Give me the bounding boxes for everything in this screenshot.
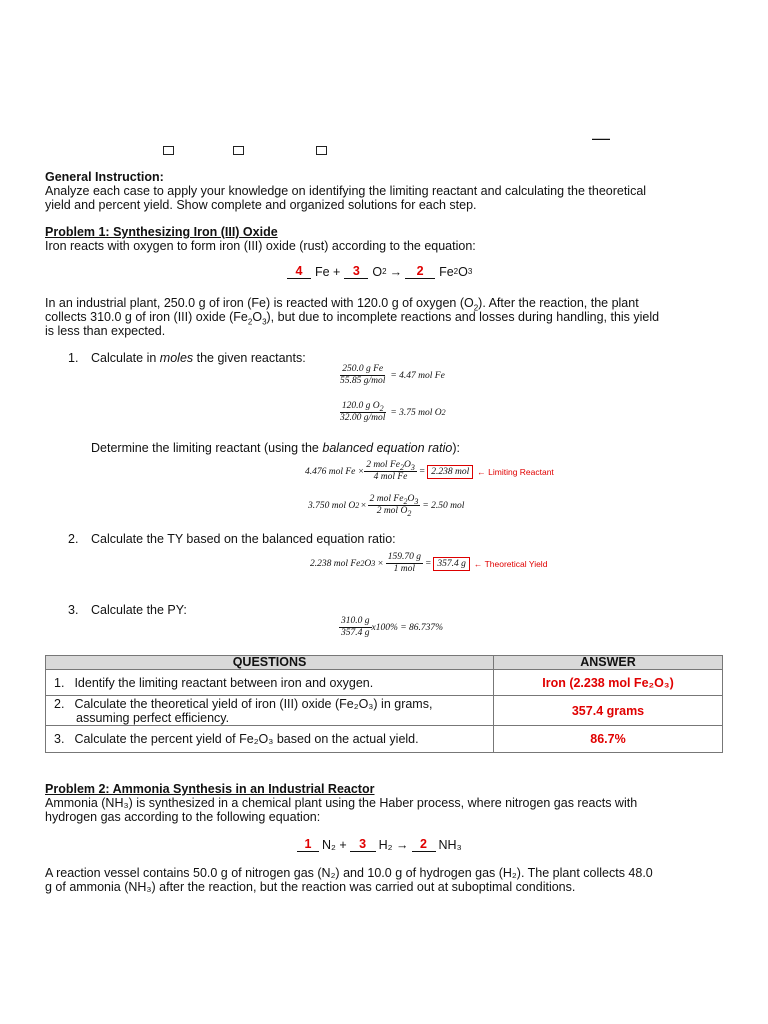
table-row: 3. Calculate the percent yield of Fe₂O₃ based on the actual yield. 86.7% <box>46 726 723 753</box>
problem-2-para-2: g of ammonia (NH₃) after the reaction, but the reaction was carried out at suboptimal conditions. <box>45 880 576 894</box>
limiting-reactant-instruction: Determine the limiting reactant (using the balanced equation ratio): <box>91 441 460 455</box>
problem-1-para-1: In an industrial plant, 250.0 g of iron (Fe) is reacted with 120.0 g of oxygen $(O_2)$. After the reaction, the plant <box>45 296 639 313</box>
ratio-fe-calc: 4.476 mol Fe × $\frac{2 mol Fe_2O_3}{\text{4 mol Fe}}$ = 2.238 mol ← Limiting Reactant <box>305 460 554 482</box>
theoretical-yield-calc: 2.238 mol Fe 2 O 3 × $\frac{159.70 g}{\text{1 mol}}$ = 357.4 g ← Theoretical Yield <box>310 552 548 574</box>
problem-1-para-2: collects 310.0 g of iron (III) oxide $(Fe_2O_3)$, but due to incomplete reactions and losses during handling, this yield <box>45 310 660 327</box>
questions-header: QUESTIONS <box>46 656 494 670</box>
answer-2: 357.4 grams <box>494 696 723 726</box>
percent-yield-calc: $\frac{310.0 g}{357.4 g}$ x100% = 86.737% <box>341 616 444 638</box>
moles-fe-calc: $\frac{\text{250.0 g Fe}}{\text{55.85 g/mol}}$ = 4.47 mol Fe <box>340 364 445 386</box>
questions-table <box>45 655 723 753</box>
step-1-text: Calculate in moles the given reactants: <box>91 351 306 365</box>
limiting-reactant-note: ← Limiting Reactant <box>477 466 554 477</box>
moles-o2-calc: $\frac{120.0 g O_2}{\text{32.00 g/mol}}$ = 3.75 mol O 2 <box>340 401 446 423</box>
coef-product: 2 <box>405 265 435 279</box>
checkbox-2[interactable] <box>233 146 244 155</box>
ammonia-equation: 1 N₂ + 3 H₂ → 2 NH₃ <box>297 838 462 852</box>
problem-2-intro-1: Ammonia (NH₃) is synthesized in a chemical plant using the Haber process, where nitrogen gas reacts with <box>45 796 638 810</box>
problem-2-intro-2: hydrogen gas according to the following equation: <box>45 810 321 824</box>
problem-2-title: Problem 2: Ammonia Synthesis in an Industrial Reactor <box>45 782 375 796</box>
problem-1-title: Problem 1: Synthesizing Iron (III) Oxide <box>45 225 278 239</box>
problem-1-intro: Iron reacts with oxygen to form iron (III) oxide (rust) according to the equation: <box>45 239 476 253</box>
answer-3: 86.7% <box>494 726 723 753</box>
theoretical-yield-box: 357.4 g <box>433 557 470 571</box>
ratio-o2-calc: 3.750 mol O 2 × $\frac{2 mol Fe_2O_3}{2 mol O_2}$ = 2.50 mol <box>308 494 465 518</box>
table-row: 1. Identify the limiting reactant between iron and oxygen. Iron (2.238 mol Fe₂O₃) <box>46 670 723 696</box>
problem-2-para-1: A reaction vessel contains 50.0 g of nitrogen gas (N₂) and 10.0 g of hydrogen gas (H₂). The plant collects 48.0 <box>45 866 653 880</box>
coef-n2: 1 <box>297 838 319 852</box>
coef-o2: 3 <box>344 265 368 279</box>
step-3-text: Calculate the PY: <box>91 603 187 617</box>
coef-h2: 3 <box>350 838 376 852</box>
theoretical-yield-note: ← Theoretical Yield <box>473 558 548 569</box>
answer-1: Iron (2.238 mol Fe₂O₃) <box>494 670 723 696</box>
checkbox-3[interactable] <box>316 146 327 155</box>
general-line-2: yield and percent yield. Show complete and organized solutions for each step. <box>45 198 477 212</box>
step-2-number: 2. <box>68 532 79 546</box>
table-row: 2. Calculate the theoretical yield of iron (III) oxide (Fe₂O₃) in grams, assuming perfect efficiency. 357.4 grams <box>46 696 723 726</box>
coef-fe: 4 <box>287 265 311 279</box>
answer-header: ANSWER <box>494 656 723 670</box>
iron-equation: 4 Fe + 3 O 2 → 2 Fe 2 O 3 <box>287 265 472 279</box>
problem-1-para-3: is less than expected. <box>45 324 166 338</box>
checkbox-1[interactable] <box>163 146 174 155</box>
general-heading: General Instruction: <box>45 170 164 184</box>
header-dash: — <box>592 128 610 148</box>
coef-nh3: 2 <box>412 838 436 852</box>
step-1-number: 1. <box>68 351 79 365</box>
general-line-1: Analyze each case to apply your knowledge on identifying the limiting reactant and calculating the theoretical <box>45 184 647 198</box>
step-3-number: 3. <box>68 603 79 617</box>
step-2-text: Calculate the TY based on the balanced equation ratio: <box>91 532 396 546</box>
limiting-result-box: 2.238 mol <box>427 465 473 479</box>
